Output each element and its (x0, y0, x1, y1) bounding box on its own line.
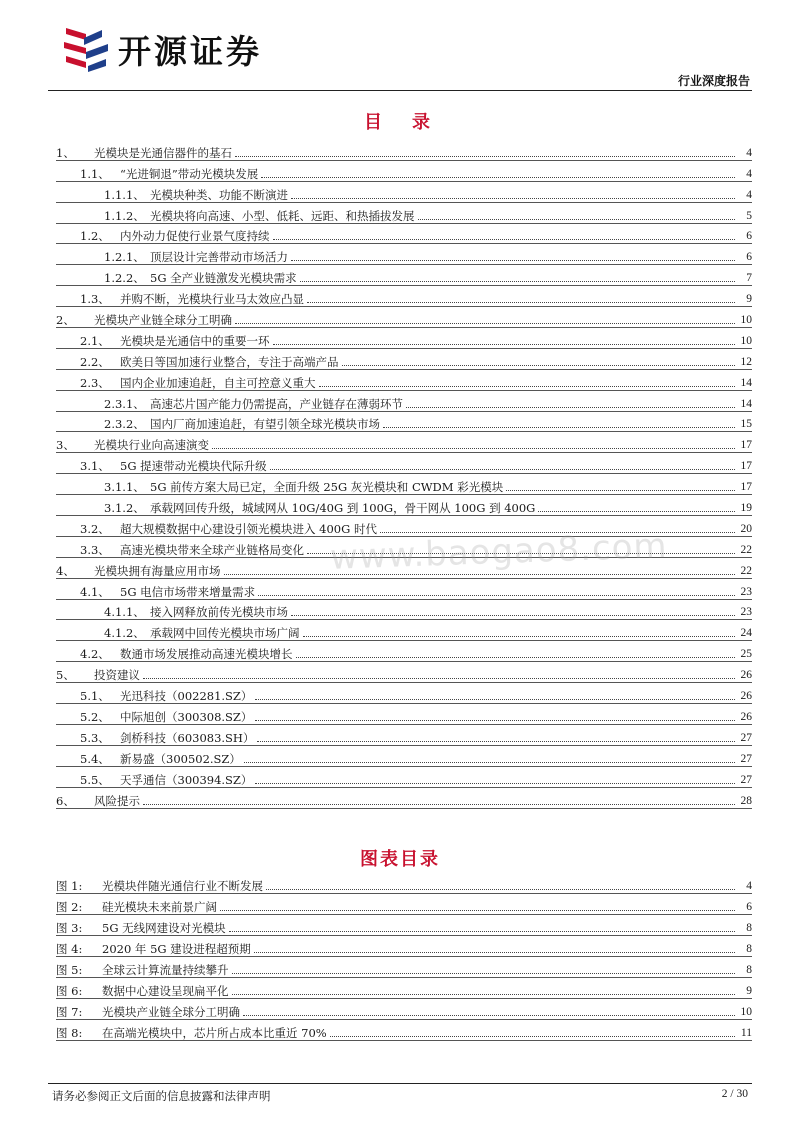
toc-entry-page: 4 (746, 146, 752, 159)
toc-entry-page: 23 (740, 606, 752, 619)
dot-leader (418, 218, 736, 220)
toc-entry-number: 4.1.1、 (104, 605, 145, 620)
toc-entry[interactable] (56, 412, 752, 433)
toc-entry-page: 6 (746, 230, 752, 243)
dot-leader (229, 930, 735, 932)
toc-entry-title: 5G 电信市场带来增量需求 (120, 584, 256, 599)
toc-entry-title: 新易盛（300502.SZ） (120, 751, 241, 766)
kaiyuan-logo-icon (62, 26, 112, 72)
toc-entry[interactable] (56, 474, 752, 495)
figure-entry-page: 10 (740, 1006, 752, 1018)
toc-entry-number: 1.3、 (80, 292, 110, 307)
dot-leader (143, 803, 735, 805)
figure-entry-title: 光模块伴随光通信行业不断发展 (102, 879, 263, 893)
figure-entry[interactable] (56, 957, 752, 978)
toc-entry-page: 10 (740, 334, 752, 347)
toc-entry-number: 2.3.1、 (104, 396, 145, 411)
toc-entry-number: 3.3、 (80, 542, 110, 557)
dot-leader (235, 155, 735, 157)
toc-entry[interactable] (56, 453, 752, 474)
toc-entry-page: 14 (740, 376, 752, 389)
figure-entry-number: 图 1: (56, 879, 83, 893)
toc-entry-page: 20 (740, 522, 752, 535)
dot-leader (266, 888, 735, 890)
dot-leader (383, 426, 735, 428)
toc-entry-title: “光进铜退”带动光模块发展 (120, 166, 259, 181)
figure-entry-page: 8 (746, 964, 752, 976)
toc-entry-page: 9 (746, 293, 752, 306)
toc-entry-title: 投资建议 (94, 668, 140, 683)
toc-entry-number: 4.1.2、 (104, 626, 145, 641)
figure-entry[interactable] (56, 936, 752, 957)
figure-entry-title: 2020 年 5G 建设进程超预期 (102, 942, 251, 956)
dot-leader (257, 740, 735, 742)
toc-entry[interactable] (56, 662, 752, 683)
company-name: 开源证券 (118, 31, 262, 71)
toc-entry-title: 数通市场发展推动高速光模块增长 (120, 647, 293, 662)
toc-entry-number: 4、 (56, 563, 75, 578)
toc-entry-number: 1.1.2、 (104, 208, 145, 223)
toc-entry-page: 15 (740, 418, 752, 431)
dot-leader (255, 782, 735, 784)
toc-entry-page: 14 (740, 397, 752, 410)
toc-entry[interactable] (56, 307, 752, 328)
toc-entry-title: 5G 提速带动光模块代际升级 (120, 459, 267, 474)
toc-entry[interactable] (56, 579, 752, 600)
toc-entry[interactable] (56, 683, 752, 704)
toc-entry[interactable] (56, 265, 752, 286)
toc-entry-title: 光迅科技（002281.SZ） (120, 689, 253, 704)
toc-entry-page: 24 (740, 627, 752, 640)
toc-entry-title: 并购不断，光模块行业马太效应凸显 (120, 292, 304, 307)
header-divider (48, 90, 752, 91)
dot-leader (406, 406, 735, 408)
figure-entry-number: 图 5: (56, 963, 83, 977)
toc-entry-page: 5 (746, 209, 752, 222)
figure-entry-title: 全球云计算流量持续攀升 (102, 963, 229, 977)
dot-leader (538, 510, 735, 512)
dot-leader (270, 468, 735, 470)
toc-entry[interactable] (56, 495, 752, 516)
toc-entry-title: 风险提示 (94, 793, 140, 808)
figure-entry-page: 4 (746, 880, 752, 892)
toc-entry-number: 1.2.1、 (104, 250, 145, 265)
toc-entry-number: 2.3、 (80, 375, 110, 390)
dot-leader (300, 280, 735, 282)
figure-entry[interactable] (56, 999, 752, 1020)
dot-leader (261, 176, 735, 178)
dot-leader (220, 909, 735, 911)
toc-entry-number: 1.1、 (80, 166, 110, 181)
toc-entry-number: 2.1、 (80, 333, 110, 348)
figure-entry-number: 图 2: (56, 900, 83, 914)
figure-entry-number: 图 8: (56, 1026, 83, 1040)
dot-leader (330, 1035, 735, 1037)
dot-leader (235, 322, 735, 324)
toc-entry-page: 25 (740, 648, 752, 661)
page-indicator: 2 / 30 (721, 1088, 748, 1100)
toc-entry-page: 26 (740, 690, 752, 703)
toc-entry[interactable] (56, 788, 752, 809)
toc-entry[interactable] (56, 370, 752, 391)
toc-entry-page: 17 (740, 439, 752, 452)
toc-entry-title: 光模块是光通信器件的基石 (94, 145, 232, 160)
toc-entry[interactable] (56, 767, 752, 788)
dot-leader (232, 993, 736, 995)
figure-entry-page: 9 (746, 985, 752, 997)
toc-entry[interactable] (56, 641, 752, 662)
toc-entry-title: 内外动力促使行业景气度持续 (120, 229, 270, 244)
toc-entry-page: 23 (740, 585, 752, 598)
toc-entry-title: 5G 全产业链激发光模块需求 (150, 271, 297, 286)
toc-entry-number: 5.3、 (80, 730, 110, 745)
toc-entry-number: 4.2、 (80, 647, 110, 662)
toc-entry-page: 6 (746, 251, 752, 264)
figure-entry-title: 数据中心建设呈现扁平化 (102, 984, 229, 998)
toc-entry-title: 高速芯片国产能力仍需提高，产业链存在薄弱环节 (150, 396, 403, 411)
dot-leader (319, 385, 736, 387)
figure-entry[interactable] (56, 873, 752, 894)
toc-entry[interactable] (56, 725, 752, 746)
toc-entry[interactable] (56, 224, 752, 245)
figure-entry[interactable] (56, 894, 752, 915)
toc-entry-title: 接入网释放前传光模块市场 (150, 605, 288, 620)
toc-entry-page: 22 (740, 564, 752, 577)
dot-leader (291, 197, 735, 199)
toc-entry-title: 光模块是光通信中的重要一环 (120, 333, 270, 348)
toc-entry-title: 光模块拥有海量应用市场 (94, 563, 221, 578)
figure-list (56, 873, 752, 1041)
dot-leader (506, 489, 735, 491)
toc-entry-title: 光模块种类、功能不断演进 (150, 187, 288, 202)
toc-entry[interactable] (56, 328, 752, 349)
toc-entry-number: 2.2、 (80, 354, 110, 369)
dot-leader (143, 677, 735, 679)
toc-entry[interactable] (56, 286, 752, 307)
footer-divider (48, 1083, 752, 1084)
toc-entry-title: 承载网回传升级，城域网从 10G/40G 到 100G，骨干网从 100G 到 400G (150, 501, 536, 516)
toc-entry[interactable] (56, 203, 752, 224)
toc-entry-number: 6、 (56, 793, 75, 808)
toc-entry-page: 17 (740, 460, 752, 473)
toc-entry-page: 7 (746, 272, 752, 285)
toc-entry-number: 5.4、 (80, 751, 110, 766)
toc-entry-page: 26 (740, 669, 752, 682)
toc-entry-title: 中际旭创（300308.SZ） (120, 709, 253, 724)
toc-entry[interactable] (56, 349, 752, 370)
figure-entry-title: 光模块产业链全球分工明确 (102, 1005, 240, 1019)
toc-entry-title: 5G 前传方案大局已定，全面升级 25G 灰光模块和 CWDM 彩光模块 (150, 480, 504, 495)
dot-leader (273, 343, 736, 345)
toc-entry-number: 1、 (56, 145, 75, 160)
toc-entry[interactable] (56, 432, 752, 453)
toc-entry-page: 10 (740, 314, 752, 327)
toc-entry-number: 2.3.2、 (104, 417, 145, 432)
toc-entry-page: 17 (740, 481, 752, 494)
toc-entry[interactable] (56, 600, 752, 621)
toc-entry-title: 国内企业加速追赶，自主可控意义重大 (120, 375, 316, 390)
toc-entry-number: 3.1.1、 (104, 480, 145, 495)
toc-entry-page: 19 (740, 502, 752, 515)
toc-entry[interactable] (56, 182, 752, 203)
dot-leader (255, 719, 735, 721)
toc-entry-page: 4 (746, 167, 752, 180)
dot-leader (243, 1014, 735, 1016)
toc-entry[interactable] (56, 244, 752, 265)
toc-entry[interactable] (56, 140, 752, 161)
figure-entry-page: 8 (746, 943, 752, 955)
figure-entry-number: 图 3: (56, 921, 83, 935)
toc-entry-page: 22 (740, 543, 752, 556)
toc-entry-number: 1.2.2、 (104, 271, 145, 286)
dot-leader (296, 656, 736, 658)
toc-entry-number: 5.1、 (80, 689, 110, 704)
toc-entry-title: 天孚通信（300394.SZ） (120, 772, 253, 787)
toc-entry-page: 26 (740, 710, 752, 723)
figure-entry-title: 在高端光模块中，芯片所占成本比重近 70% (102, 1026, 327, 1040)
figure-entry-title: 5G 无线网建设对光模块 (102, 921, 226, 935)
dot-leader (342, 364, 736, 366)
figure-entry[interactable] (56, 1020, 752, 1041)
toc-entry-title: 超大规模数据中心建设引领光模块进入 400G 时代 (120, 521, 377, 536)
figure-entry-number: 图 6: (56, 984, 83, 998)
toc-entry-number: 3.1、 (80, 459, 110, 474)
toc-entry-page: 4 (746, 188, 752, 201)
figure-entry-title: 硅光模块未来前景广阔 (102, 900, 217, 914)
dot-leader (307, 301, 735, 303)
dot-leader (232, 972, 736, 974)
toc-entry[interactable] (56, 746, 752, 767)
toc-list (56, 140, 752, 809)
toc-entry-title: 顶层设计完善带动市场活力 (150, 250, 288, 265)
dot-leader (212, 447, 735, 449)
toc-entry-page: 27 (740, 773, 752, 786)
figure-list-title: 图表目录 (360, 849, 440, 870)
figure-entry[interactable] (56, 978, 752, 999)
toc-entry-title: 光模块产业链全球分工明确 (94, 313, 232, 328)
toc-entry[interactable] (56, 391, 752, 412)
figure-entry-page: 6 (746, 901, 752, 913)
dot-leader (244, 761, 735, 763)
report-type-label: 行业深度报告 (677, 74, 750, 88)
toc-entry-number: 1.2、 (80, 229, 110, 244)
figure-entry-page: 11 (740, 1027, 752, 1039)
figure-entry-page: 8 (746, 922, 752, 934)
toc-entry-number: 3.1.2、 (104, 501, 145, 516)
dot-leader (258, 594, 735, 596)
toc-entry-title: 国内厂商加速追赶，有望引领全球光模块市场 (150, 417, 380, 432)
toc-entry-title: 高速光模块带来全球产业链格局变化 (120, 542, 304, 557)
dot-leader (254, 951, 735, 953)
toc-entry-title: 欧美日等国加速行业整合，专注于高端产品 (120, 354, 339, 369)
toc-entry-number: 4.1、 (80, 584, 110, 599)
toc-entry-page: 27 (740, 731, 752, 744)
toc-entry-page: 28 (740, 794, 752, 807)
toc-entry-number: 3.2、 (80, 521, 110, 536)
toc-entry-number: 5.2、 (80, 709, 110, 724)
figure-entry-number: 图 7: (56, 1005, 83, 1019)
footer-disclaimer: 请务必参阅正文后面的信息披露和法律声明 (52, 1089, 271, 1103)
figure-entry[interactable] (56, 915, 752, 936)
dot-leader (303, 635, 736, 637)
toc-entry[interactable] (56, 620, 752, 641)
toc-entry-page: 12 (740, 355, 752, 368)
toc-entry-title: 光模块将向高速、小型、低耗、远距、和热插拔发展 (150, 208, 415, 223)
toc-entry-title: 承载网中回传光模块市场广阔 (150, 626, 300, 641)
toc-entry-title: 剑桥科技（603083.SH） (120, 730, 255, 745)
dot-leader (291, 614, 735, 616)
toc-entry-number: 3、 (56, 438, 75, 453)
toc-entry-number: 2、 (56, 313, 75, 328)
company-logo (62, 24, 262, 74)
toc-entry[interactable] (56, 704, 752, 725)
toc-entry-title: 光模块行业向高速演变 (94, 438, 209, 453)
dot-leader (255, 698, 735, 700)
dot-leader (291, 259, 735, 261)
toc-entry-page: 27 (740, 752, 752, 765)
figure-entry-number: 图 4: (56, 942, 83, 956)
watermark: www.baogao8.com (329, 526, 669, 578)
toc-entry-number: 5.5、 (80, 772, 110, 787)
toc-entry-number: 5、 (56, 668, 75, 683)
toc-title: 目 录 (364, 112, 436, 133)
toc-entry[interactable] (56, 161, 752, 182)
dot-leader (224, 573, 736, 575)
dot-leader (273, 238, 736, 240)
toc-entry-number: 1.1.1、 (104, 187, 145, 202)
